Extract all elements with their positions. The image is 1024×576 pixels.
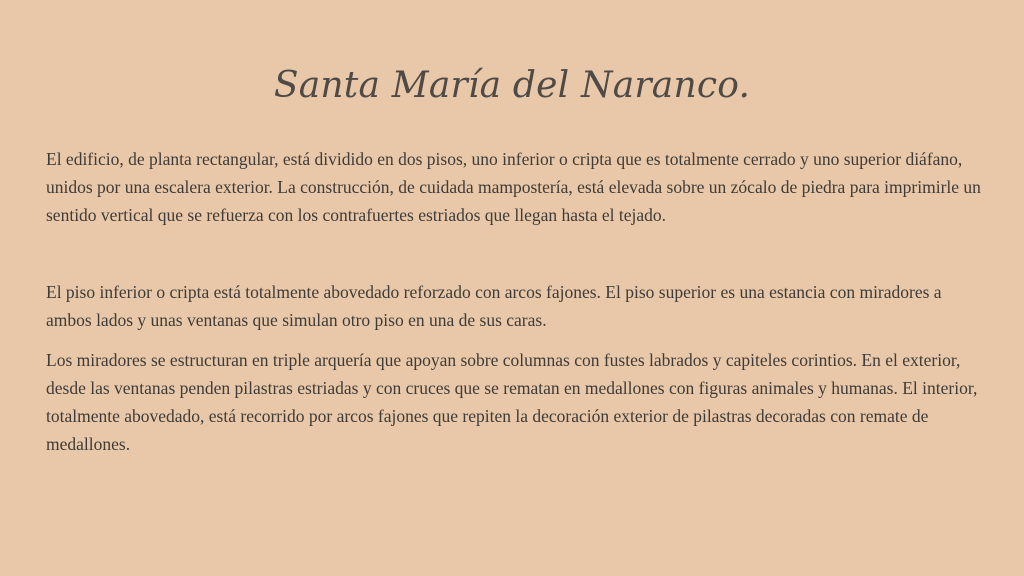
paragraph-2: El piso inferior o cripta está totalmente abovedado reforzado con arcos fajones. El piso superior es una estancia con miradores a ambos lados y unas ventanas que simulan otro piso en una de sus caras. xyxy=(46,282,942,330)
slide-title: Santa María del Naranco. xyxy=(273,65,751,106)
paragraph-3: Los miradores se estructuran en triple arquería que apoyan sobre columnas con fustes labrados y capiteles corintios. En el exterior, desde las ventanas penden pilastras estriadas y con cruces que se rematan en medallones con figuras animales y humanas. El interior, totalmente abovedado, está recorrido por arcos fajones que repiten la decoración exterior de pilastras decoradas con remate de medallones. xyxy=(46,350,978,454)
paragraph-1: El edificio, de planta rectangular, está dividido en dos pisos, uno inferior o cripta que es totalmente cerrado y uno superior diáfano, unidos por una escalera exterior. La construcción, de cuidada mampostería, está elevada sobre un zócalo de piedra para imprimirle un sentido vertical que se refuerza con los contrafuertes estriados que llegan hasta el tejado. xyxy=(46,149,981,225)
